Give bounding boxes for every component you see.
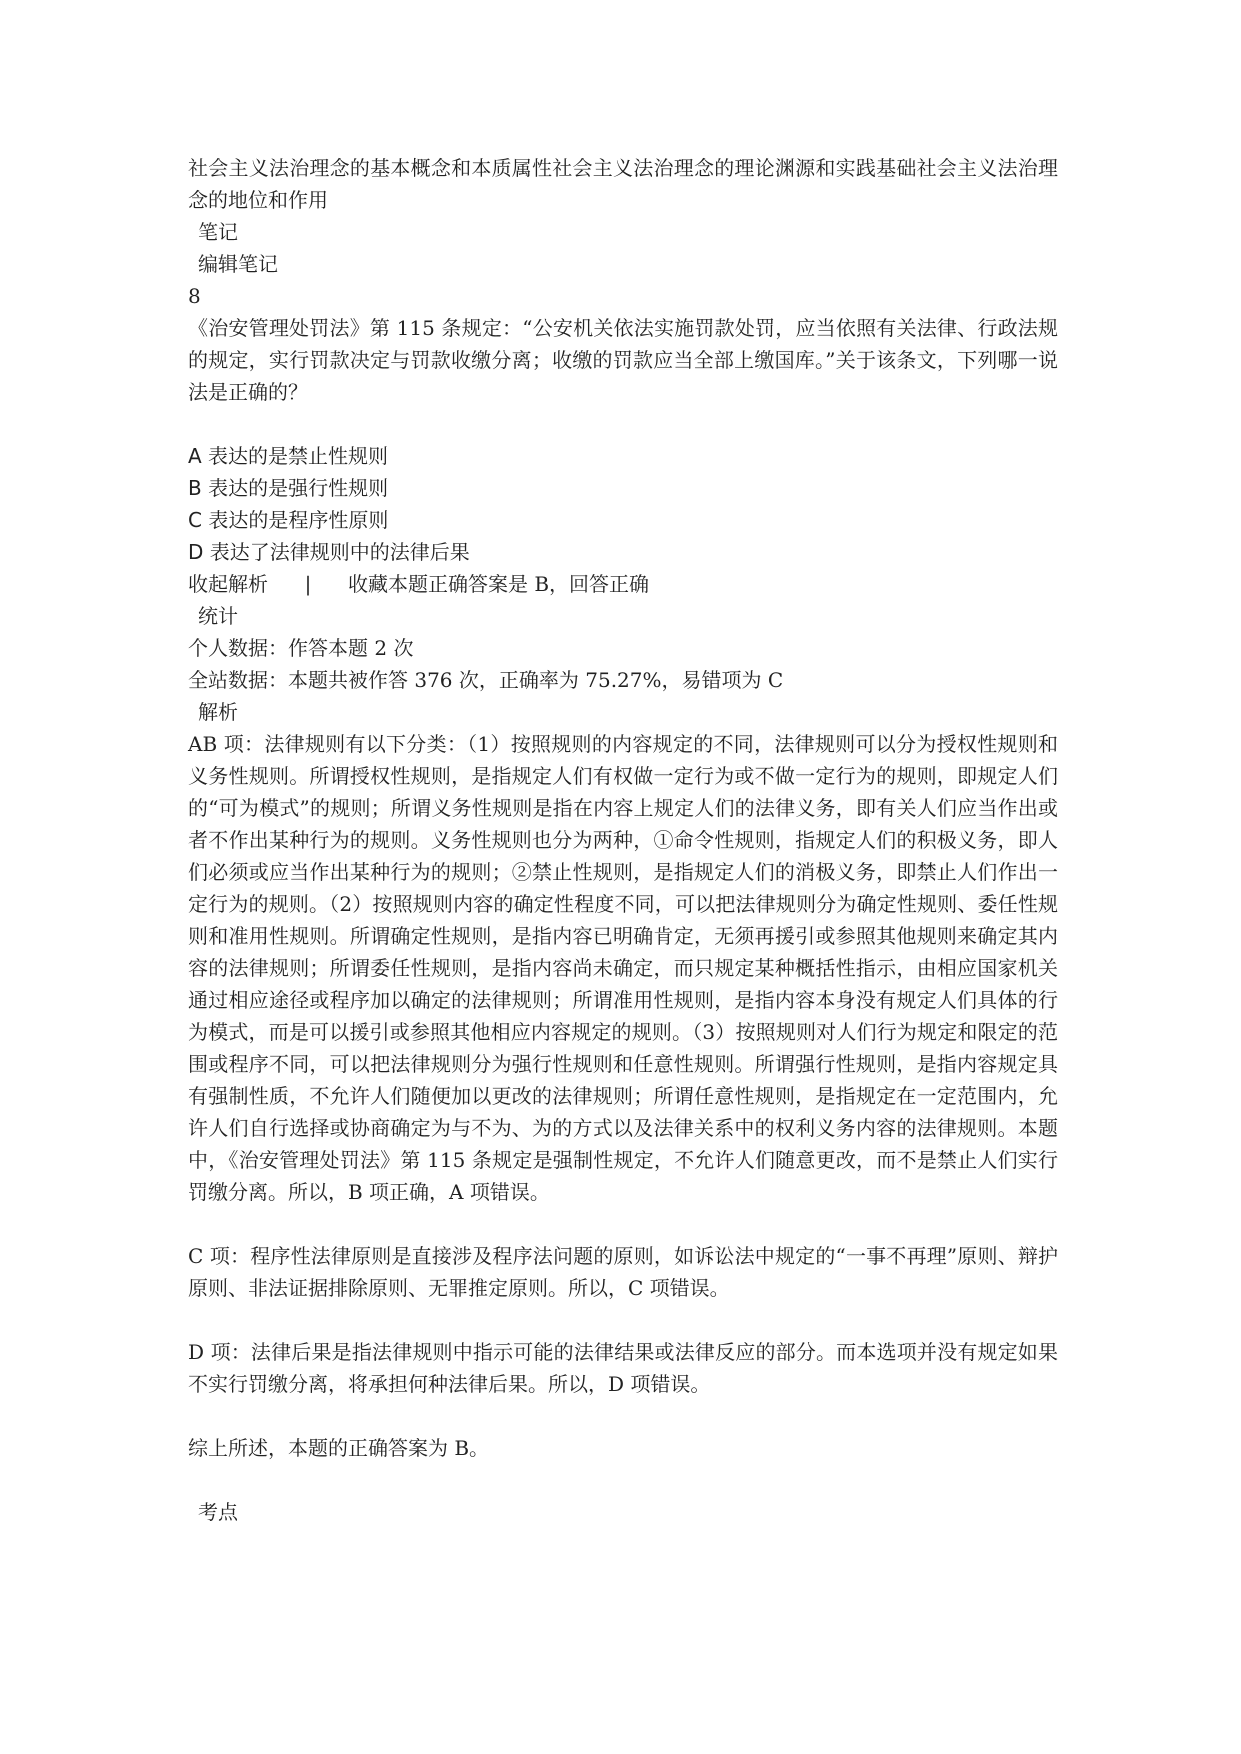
spacer	[188, 408, 1058, 440]
analysis-heading: 解析	[198, 700, 238, 724]
option-text: 表达的是程序性原则	[208, 508, 389, 532]
option-list	[188, 440, 1058, 568]
spacer	[188, 1304, 1058, 1336]
topic-text: 社会主义法治理念的基本概念和本质属性社会主义法治理念的理论渊源和实践基础社会主义法治理念的地位和作用	[188, 156, 1058, 212]
question-stem: 《治安管理处罚法》第 115 条规定：“公安机关依法实施罚款处罚，应当依照有关法律、行政法规的规定，实行罚款决定与罚款收缴分离；收缴的罚款应当全部上缴国库。”关于该条文，下列哪一说法是正确的？	[188, 316, 1058, 404]
stats-heading: 统计	[198, 604, 238, 628]
spacer	[188, 1400, 1058, 1432]
question-number: 8	[188, 284, 201, 308]
option-text: 表达的是禁止性规则	[208, 444, 389, 468]
analysis-paragraph-c: C 项：程序性法律原则是直接涉及程序法问题的原则，如诉讼法中规定的“一事不再理”原则、辩护原则、非法证据排除原则、无罪推定原则。所以，C 项错误。	[188, 1244, 1058, 1300]
analysis-paragraph-d: D 项：法律后果是指法律规则中指示可能的法律结果或法律反应的部分。而本选项并没有规定如果不实行罚缴分离，将承担何种法律后果。所以，D 项错误。	[188, 1340, 1058, 1396]
favorite-button[interactable]: 收藏	[348, 572, 388, 596]
option-letter: B	[188, 476, 202, 500]
spacer	[188, 1208, 1058, 1240]
option-a[interactable]	[188, 440, 1058, 472]
spacer	[188, 1464, 1058, 1496]
option-letter: A	[188, 444, 202, 468]
personal-stats: 个人数据：作答本题 2 次	[188, 636, 414, 660]
option-c[interactable]	[188, 504, 1058, 536]
action-row	[188, 568, 1058, 600]
edit-notes-link[interactable]: 编辑笔记	[198, 252, 278, 276]
notes-label: 笔记	[198, 220, 238, 244]
site-stats: 全站数据：本题共被作答 376 次，正确率为 75.27%，易错项为 C	[188, 668, 784, 692]
analysis-paragraph-ab: AB 项：法律规则有以下分类：（1）按照规则的内容规定的不同，法律规则可以分为授权性规则和义务性规则。所谓授权性规则，是指规定人们有权做一定行为或不做一定行为的规则，即规定人们的“可为模式”的规则；所谓义务性规则是指在内容上规定人们的法律义务，即有关人们应当作出或者不作出某种行为的规则。义务性规则也分为两种，①命令性规则，指规定人们的积极义务，即人们必须或应当作出某种行为的规则；②禁止性规则，是指规定人们的消极义务，即禁止人们作出一定行为的规则。（2）按照规则内容的确定性程度不同，可以把法律规则分为确定性规则、委任性规则和准用性规则。所谓确定性规则，是指内容已明确肯定，无须再援引或参照其他规则来确定其内容的法律规则；所谓委任性规则，是指内容尚未确定，而只规定某种概括性指示，由相应国家机关通过相应途径或程序加以确定的法律规则；所谓准用性规则，是指内容本身没有规定人们具体的行为模式，而是可以援引或参照其他相应内容规定的规则。（3）按照规则对人们行为规定和限定的范围或程序不同，可以把法律规则分为强行性规则和任意性规则。所谓强行性规则，是指内容规定具有强制性质，不允许人们随便加以更改的法律规则；所谓任意性规则，是指规定在一定范围内，允许人们自行选择或协商确定为与不为、为的方式以及法律关系中的权利义务内容的法律规则。本题中，《治安管理处罚法》第 115 条规定是强制性规定，不允许人们随意更改，而不是禁止人们实行罚缴分离。所以，B 项正确，A 项错误。	[188, 732, 1058, 1204]
answer-result: 本题正确答案是 B，回答正确	[388, 572, 650, 596]
document-content	[188, 152, 1058, 1528]
option-letter: C	[188, 508, 202, 532]
kaodian-heading: 考点	[198, 1500, 238, 1524]
collapse-analysis-button[interactable]: 收起解析	[188, 572, 268, 596]
option-b[interactable]	[188, 472, 1058, 504]
analysis-summary: 综上所述，本题的正确答案为 B。	[188, 1436, 490, 1460]
separator: |	[304, 572, 312, 596]
option-letter: D	[188, 540, 204, 564]
option-text: 表达了法律规则中的法律后果	[209, 540, 470, 564]
option-d[interactable]	[188, 536, 1058, 568]
option-text: 表达的是强行性规则	[208, 476, 389, 500]
